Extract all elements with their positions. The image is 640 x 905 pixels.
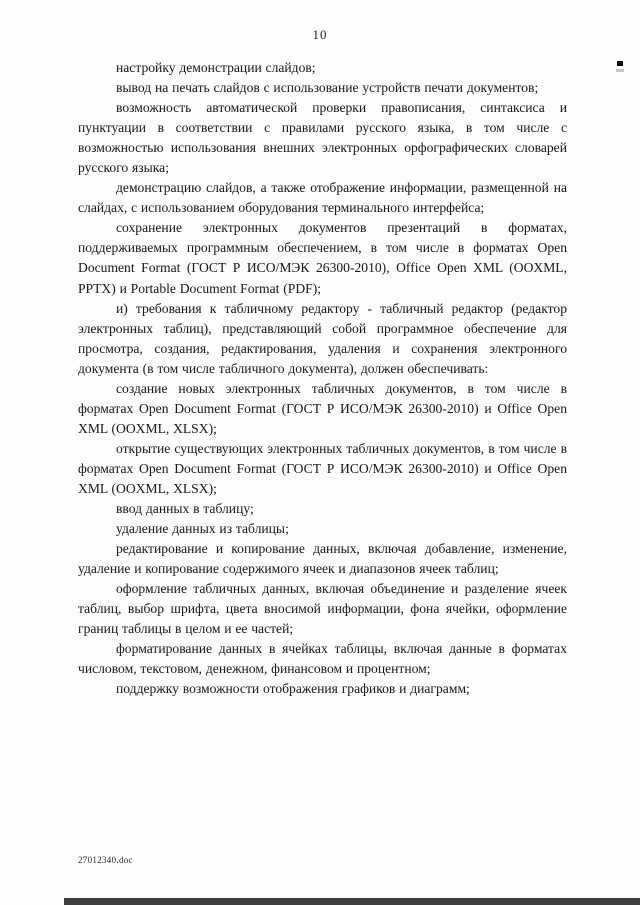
scan-artifact-smudge: [616, 69, 624, 72]
paragraph: ввод данных в таблицу;: [116, 501, 254, 517]
paragraph: удаление данных из таблицы;: [116, 521, 289, 537]
footer-filename: 27012340.doc: [78, 855, 133, 865]
paragraph: оформление табличных данных, включая объединение и разделение ячеек таблиц, выбор шрифта, цвета вносимой информации, фона ячейки, оформление границ таблицы в целом и ее частей;: [78, 581, 567, 637]
paragraph: редактирование и копирование данных, включая добавление, изменение, удаление и копирование содержимого ячеек и диапазонов ячеек таблиц;: [78, 541, 567, 577]
paragraph: демонстрацию слайдов, а также отображение информации, размещенной на слайдах, с использованием оборудования терминального интерфейса;: [78, 180, 567, 216]
page-number: 10: [312, 27, 328, 42]
scan-artifact-dot: [617, 61, 623, 66]
paragraph: создание новых электронных табличных документов, в том числе в форматах Open Document Format (ГОСТ Р ИСО/МЭК 26300-2010) и Office Open XML (OOXML, XLSX);: [78, 380, 567, 436]
paragraph: открытие существующих электронных табличных документов, в том числе в форматах Open Document Format (ГОСТ Р ИСО/МЭК 26300-2010) и Office Open XML (OOXML, XLSX);: [78, 440, 567, 496]
paragraph: настройку демонстрации слайдов;: [116, 60, 316, 75]
paragraph: и) требования к табличному редактору - табличный редактор (редактор электронных таблиц), представляющий собой программное обеспечение для просмотра, создания, редактирования, удаления и сохранения электронного документа (в том числе табличного документа), должен обеспечивать:: [78, 300, 567, 376]
paragraph: форматирование данных в ячейках таблицы, включая данные в форматах числовом, текстовом, денежном, финансовом и процентном;: [78, 641, 567, 677]
scan-edge-bar: [64, 898, 640, 905]
paragraph: поддержку возможности отображения графиков и диаграмм;: [116, 681, 470, 697]
paragraph: возможность автоматической проверки правописания, синтаксиса и пунктуации в соответствии с правилами русского языка, в том числе с возможностью использования внешних электронных орфографических словарей русского языка;: [78, 100, 567, 176]
paragraph: сохранение электронных документов презентаций в форматах, поддерживаемых программным обеспечением, в том числе в форматах Open Document Format (ГОСТ Р ИСО/МЭК 26300-2010), Office Open XML (OOXML, PPTX) и Portable Document Format (PDF);: [78, 220, 567, 296]
paragraph: вывод на печать слайдов с использование устройств печати документов;: [116, 80, 539, 96]
document-body: [78, 58, 567, 700]
